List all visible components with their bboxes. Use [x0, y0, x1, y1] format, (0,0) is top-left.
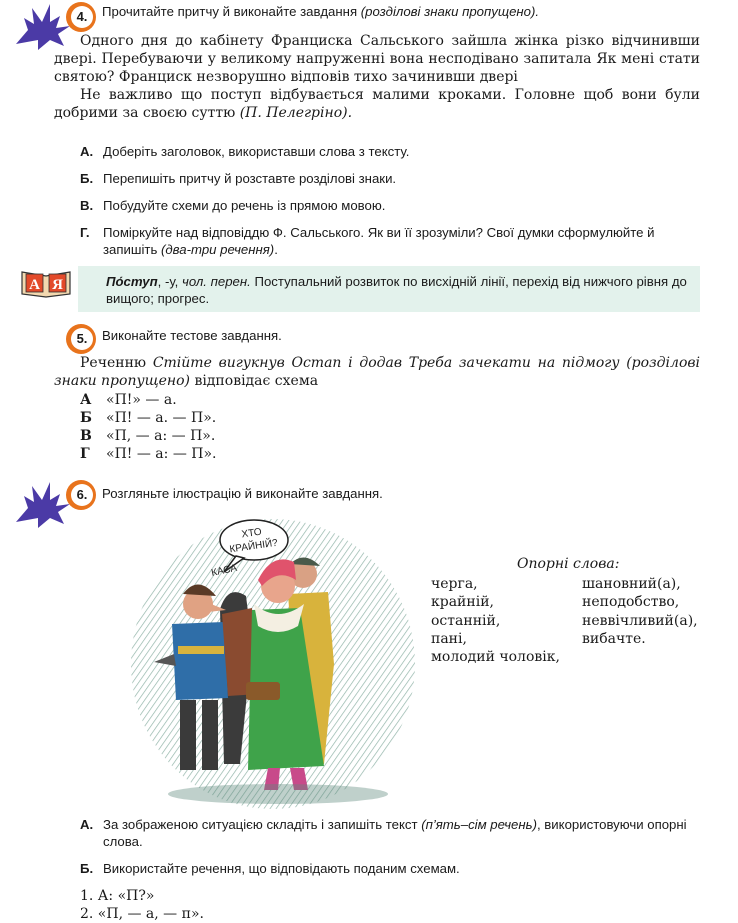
task-4-item-c: В. Побудуйте схеми до речень із прямою мовою. — [80, 198, 386, 213]
queue-illustration — [128, 514, 418, 810]
cashier-sign: КАСА — [210, 562, 239, 579]
task-6-item-a: А. За зображеною ситуацією складіть і запишіть текст (п’ять–сім речень), використовуючи опорні слова. — [80, 817, 687, 849]
task-number-badge: 5. — [66, 324, 96, 354]
task-4-item-a: А. Доберіть заголовок, використавши слова з тексту. — [80, 144, 410, 159]
dictionary-icon — [20, 268, 72, 298]
scheme-1: 1. А: «П?» — [80, 888, 155, 904]
task-title: Розгляньте ілюстрацію й виконайте завдання. — [102, 486, 383, 501]
task-number-badge: 6. — [66, 480, 96, 510]
dictionary-letter-a: А — [29, 277, 40, 293]
scheme-2: 2. «П, — а, — п». — [80, 906, 204, 922]
speech-bubble-line-1: ХТО — [240, 526, 263, 541]
support-words-left: черга, крайній, останній, пані, молодий чоловік, — [431, 576, 560, 666]
task-5-question: Реченню Стійте вигукнув Остап і додав Треба зачекати на підмогу (розділові знаки пропущено) відповідає схема — [54, 355, 700, 389]
task-number-badge: 4. — [66, 2, 96, 32]
task-6-item-b: Б. Використайте речення, що відповідають поданим схемам. — [80, 861, 460, 876]
vocabulary-entry: По́ступ, -у, чол. перен. Поступальний розвиток по висхідній лінії, перехід від нижчого рівня до вищого; прогрес. — [106, 274, 687, 306]
dictionary-letter-ya: Я — [52, 277, 63, 293]
support-words-title: Опорні слова: — [517, 556, 620, 572]
support-words-right: шановний(а), неподобство, неввічливий(а), вибачте. — [582, 576, 698, 647]
parable-paragraph-1: Одного дня до кабінету Франциска Сальського зайшла жінка різко відчинивши двері. Перебуваючи у великому напруженні вона несподівано запитала Як мені стати святою? Франциск незворушно відповів тихо зачинивши двері — [54, 33, 700, 85]
vocabulary-box — [78, 266, 700, 312]
task-4-item-d: Г. Поміркуйте над відповіддю Ф. Сальського. Як ви її зрозуміли? Свої думки сформулюйте й запишіть (два-три речення). — [80, 225, 655, 257]
speech-bubble-line-2: КРАЙНІЙ? — [228, 537, 279, 556]
task-title: Виконайте тестове завдання. — [102, 328, 282, 343]
parable-paragraph-2: Не важливо що поступ відбувається малими кроками. Головне щоб вони були добрими за своєю суттю (П. Пелегріно). — [54, 87, 700, 121]
pegasus-icon — [14, 478, 76, 530]
task-4-item-b: Б. Перепишіть притчу й розставте розділові знаки. — [80, 171, 397, 186]
task-6-header — [14, 478, 714, 518]
task-title: Прочитайте притчу й виконайте завдання (розділові знаки пропущено). — [102, 4, 540, 19]
